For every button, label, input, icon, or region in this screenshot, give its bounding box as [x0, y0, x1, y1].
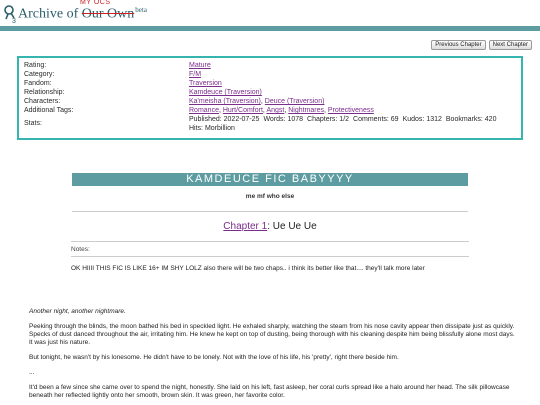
meta-label: Relationship: [24, 89, 65, 96]
stats-list [189, 115, 516, 124]
work-summary: me mf who else [245, 193, 295, 200]
fandom-link[interactable]: Traversion [189, 80, 222, 87]
chapter-notes: OK HIIII THIS FIC IS LIKE 16+ IM SHY LOLZ also there will be two chaps.. i think its better like that.... they'll talk more later [71, 265, 425, 272]
meta-label: Characters: [24, 98, 61, 105]
story-paragraph: It'd been a few since she came over to spend the night, honestly. She laid on his left, fast asleep, her coral curls spread like a halo around her head. The silk pillowcase beneath her reflected lightly onto her smooth, brown skin. It was green, her favorite color. [29, 384, 510, 399]
chapter-name: : Ue Ue Ue [267, 221, 317, 232]
stat-chapters: Chapters: 1/2 [307, 116, 350, 123]
site-name-overwrite: MY OCS [80, 0, 111, 6]
story-paragraph: ... [29, 369, 35, 376]
story-paragraph: But tonight, he wasn't by his lonesome. He didn't have to be lonely. Not with the love of his life, his 'pretty', right there beside him. [29, 354, 399, 361]
stat-published: Published: 2022-07-25 [189, 116, 260, 123]
ao3-logo-icon[interactable] [3, 3, 19, 23]
tag-link[interactable]: Hurt/Comfort [222, 107, 263, 114]
meta-label: Additional Tags: [24, 107, 74, 114]
site-header [0, 0, 540, 26]
stat-bookmarks: Bookmarks: 420 [445, 116, 497, 123]
story-text [29, 308, 519, 405]
meta-fandom-row [24, 79, 516, 88]
meta-tags-row: Additional Tags: Romance, Hurt/Comfort, Angst, Nightmares, Protectiveness [24, 107, 374, 114]
rating-link[interactable]: Mature [189, 62, 211, 69]
notes-heading: Notes: [71, 246, 90, 253]
tag-link[interactable]: Romance [189, 107, 219, 114]
chapter-title [0, 221, 540, 232]
meta-label: Rating: [24, 62, 47, 69]
divider [72, 211, 468, 212]
meta-label: Category: [24, 71, 55, 78]
beta-label: beta [135, 6, 147, 14]
character-link[interactable]: Ka'meisha (Traversion) [189, 98, 261, 105]
story-paragraph: Another night, another nightmare. [29, 308, 126, 315]
tag-link[interactable]: Angst [266, 107, 285, 114]
site-name-struck: Our Own [81, 6, 135, 22]
chapter-link[interactable]: Chapter 1 [223, 221, 268, 232]
stat-hits: Hits: Morbillion [189, 125, 235, 132]
meta-label: Fandom: [24, 80, 52, 87]
category-link[interactable]: F/M [189, 71, 202, 78]
site-name-prefix: Archive of [18, 6, 82, 22]
stat-kudos: Kudos: 1312 [402, 116, 442, 123]
character-link[interactable]: Deuce (Traversion) [264, 98, 325, 105]
meta-relationship-row [24, 88, 516, 97]
header-bar [0, 26, 540, 31]
meta-label: Stats: [24, 120, 42, 127]
meta-stats-row [24, 115, 516, 133]
meta-characters-row: Characters: Ka'meisha (Traversion), Deuce (Traversion) [24, 98, 325, 105]
previous-chapter-button[interactable]: Previous Chapter [431, 40, 485, 50]
meta-rating-row [24, 61, 516, 70]
relationship-link[interactable]: Kamdeuce (Traversion) [189, 89, 262, 96]
tag-link[interactable]: Protectiveness [327, 107, 374, 114]
story-paragraph: Peeking through the blinds, the moon bathed his bed in speckled light. He exhaled sharply, watching the steam from his nose cavity appear then dissipate just as quickly. Specks of dust danced throughout the air, irritating him. He knew he kept on top of dusting, being thorough with his cleaning despite him being blissfully alone most days. It was just his nature. [29, 323, 515, 346]
divider [71, 256, 469, 257]
next-chapter-button[interactable]: Next Chapter [489, 40, 532, 50]
divider [71, 241, 469, 242]
tag-link[interactable]: Nightmares [288, 107, 325, 114]
meta-category-row [24, 70, 516, 79]
stat-words: Words: 1078 [263, 116, 304, 123]
svg-text:3: 3 [12, 18, 16, 23]
work-meta-box [17, 56, 523, 140]
site-name[interactable] [18, 0, 147, 23]
work-title: KAMDEUCE FIC BABYYYY [72, 173, 468, 186]
chapter-navigation [431, 40, 532, 50]
stat-comments: Comments: 69 [353, 116, 399, 123]
